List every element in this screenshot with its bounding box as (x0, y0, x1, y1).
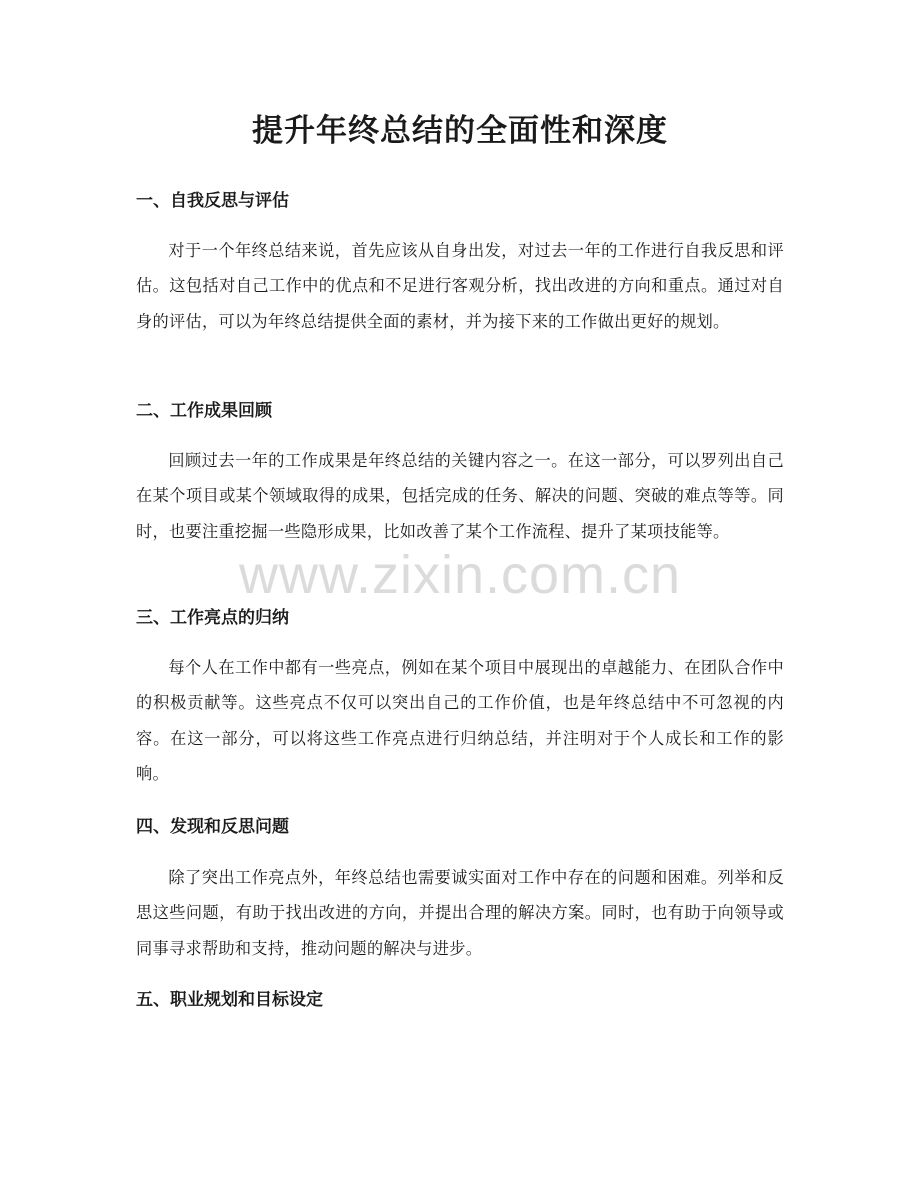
section-paragraph-4: 除了突出工作亮点外，年终总结也需要诚实面对工作中存在的问题和困难。列举和反思这些问题，有助于找出改进的方向，并提出合理的解决方案。同时，也有助于向领导或同事寻求帮助和支持，推动问题的解决与进步。 (136, 868, 784, 958)
watermark: www.zixin.com.cn (238, 545, 682, 605)
section-heading-5: 五、职业规划和目标设定 (136, 990, 323, 1010)
section-heading-2: 二、工作成果回顾 (136, 401, 272, 421)
document-title: 提升年终总结的全面性和深度 (252, 113, 668, 149)
section-heading-1: 一、自我反思与评估 (136, 191, 289, 211)
section-paragraph-2: 回顾过去一年的工作成果是年终总结的关键内容之一。在这一部分，可以罗列出自己在某个项目或某个领域取得的成果，包括完成的任务、解决的问题、突破的难点等等。同时，也要注重挖掘一些隐形成果，比如改善了某个工作流程、提升了某项技能等。 (136, 451, 784, 541)
section-heading-3: 三、工作亮点的归纳 (136, 608, 289, 628)
section-heading-4: 四、发现和反思问题 (136, 817, 289, 837)
section-paragraph-3: 每个人在工作中都有一些亮点，例如在某个项目中展现出的卓越能力、在团队合作中的积极贡献等。这些亮点不仅可以突出自己的工作价值，也是年终总结中不可忽视的内容。在这一部分，可以将这些工作亮点进行归纳总结，并注明对于个人成长和工作的影响。 (136, 658, 784, 783)
section-paragraph-1: 对于一个年终总结来说，首先应该从自身出发，对过去一年的工作进行自我反思和评估。这包括对自己工作中的优点和不足进行客观分析，找出改进的方向和重点。通过对自身的评估，可以为年终总结提供全面的素材，并为接下来的工作做出更好的规划。 (136, 241, 784, 331)
